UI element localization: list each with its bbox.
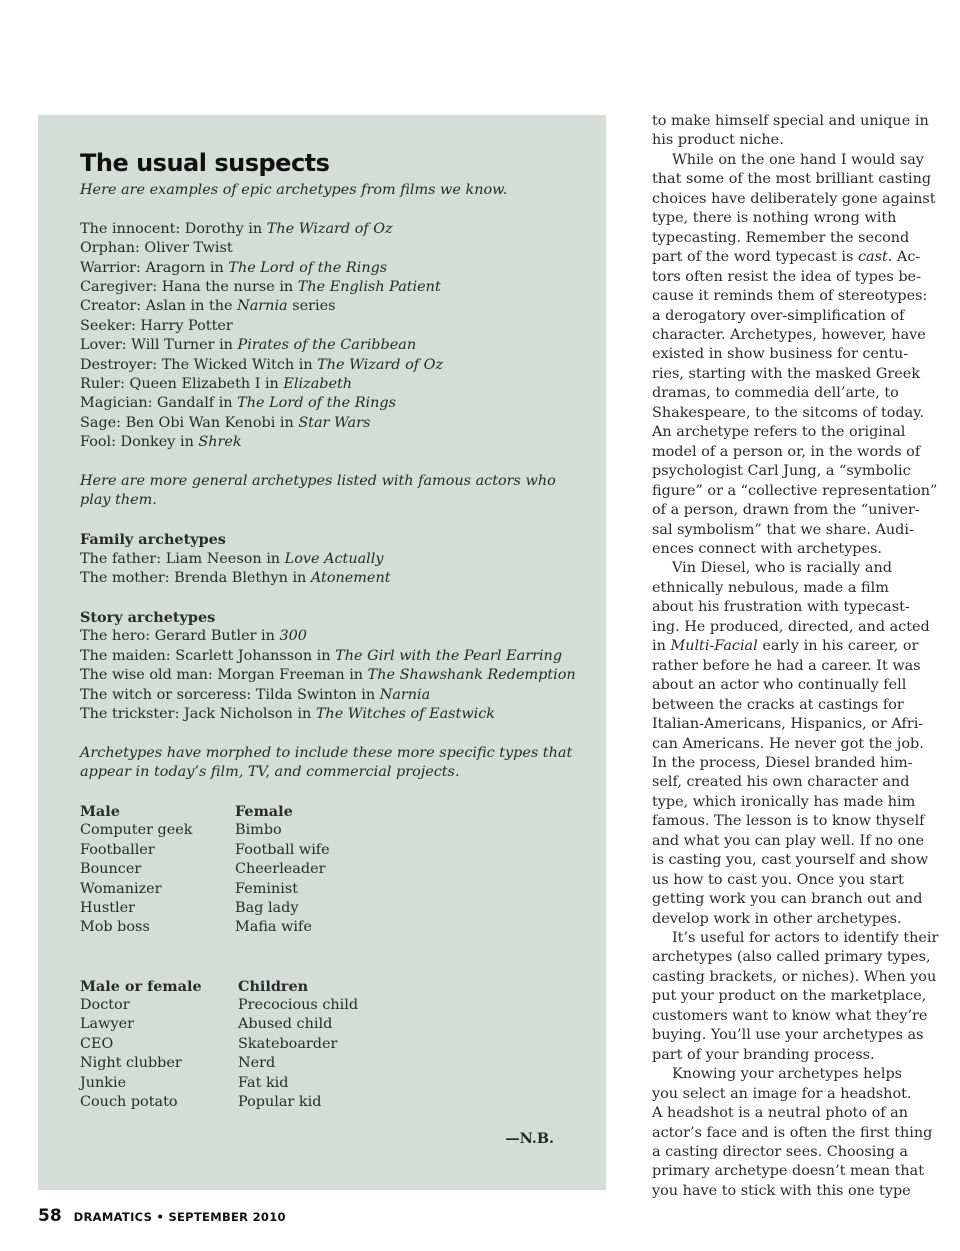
page-footer bbox=[38, 1206, 286, 1226]
article-line: psychologist Carl Jung, a “symbolic bbox=[652, 463, 911, 480]
article-column bbox=[652, 112, 939, 1201]
type-item: Night clubber bbox=[80, 1055, 182, 1072]
article-line: existed in show business for centu- bbox=[652, 346, 909, 363]
article-line: to make himself special and unique in bbox=[652, 113, 929, 129]
type-item: Cheerleader bbox=[235, 861, 326, 878]
article-line: Knowing your archetypes helps bbox=[672, 1066, 903, 1083]
article-line: his product niche. bbox=[652, 132, 784, 149]
author-signature: —N.B. bbox=[505, 1130, 554, 1147]
archetype-entry: Ruler: Queen Elizabeth I in Elizabeth bbox=[80, 376, 353, 393]
specific-intro-line-2: appear in today’s film, TV, and commercial projects. bbox=[80, 764, 460, 781]
archetype-entry: Caregiver: Hana the nurse in The English Patient bbox=[80, 279, 441, 296]
family-heading: Family archetypes bbox=[80, 531, 226, 549]
children-column bbox=[238, 977, 418, 1113]
type-item: Feminist bbox=[235, 880, 299, 897]
archetype-entry: Seeker: Harry Potter bbox=[80, 317, 233, 334]
article-line: ries, starting with the masked Greek bbox=[652, 365, 921, 382]
type-item: Mob boss bbox=[80, 919, 150, 936]
type-item: Bouncer bbox=[80, 861, 142, 878]
article-line: in Multi-Facial early in his career, or bbox=[652, 638, 919, 655]
article-line: primary archetype doesn’t mean that bbox=[652, 1163, 924, 1180]
article-line: getting work you can branch out and bbox=[652, 891, 923, 908]
article-line: choices have deliberately gone against bbox=[652, 190, 936, 207]
article-line: ing. He produced, directed, and acted bbox=[652, 618, 930, 635]
article-line: model of a person or, in the words of bbox=[652, 443, 921, 460]
article-line: buying. You’ll use your archetypes as bbox=[652, 1027, 924, 1044]
article-line: you have to stick with this one type bbox=[652, 1182, 911, 1199]
story-archetypes-list bbox=[80, 627, 580, 724]
archetype-entry: Warrior: Aragorn in The Lord of the Rings bbox=[80, 259, 388, 276]
page-number: 58 bbox=[38, 1206, 62, 1226]
sidebar-subtitle: Here are examples of epic archetypes from films we know. bbox=[80, 182, 508, 198]
article-line: a derogatory over-simplification of bbox=[652, 307, 905, 324]
sidebar-content bbox=[80, 149, 580, 1112]
article-line: Vin Diesel, who is racially and bbox=[672, 560, 892, 577]
archetype-entry: The wise old man: Morgan Freeman in The Shawshank Redemption bbox=[80, 667, 576, 684]
type-item: Nerd bbox=[238, 1055, 276, 1072]
article-line: figure” or a “collective representation” bbox=[652, 482, 938, 499]
archetype-entry: The hero: Gerard Butler in 300 bbox=[80, 628, 307, 645]
article-line: In the process, Diesel branded him- bbox=[652, 754, 913, 771]
male-or-female-column bbox=[80, 977, 238, 1113]
article-line: Italian-Americans, Hispanics, or Afri- bbox=[652, 716, 924, 733]
article-line: type, which ironically has made him bbox=[652, 793, 916, 810]
type-item: Couch potato bbox=[80, 1093, 178, 1110]
article-line: ethnically nebulous, made a film bbox=[652, 579, 889, 596]
general-intro-line-1: Here are more general archetypes listed with famous actors who bbox=[80, 473, 556, 490]
article-line: dramas, to commedia dell’arte, to bbox=[652, 385, 899, 402]
article-line: Shakespeare, to the sitcoms of today. bbox=[652, 404, 925, 421]
type-item: Bimbo bbox=[235, 822, 282, 839]
archetype-entry: The trickster: Jack Nicholson in The Witches of Eastwick bbox=[80, 705, 496, 722]
article-line: famous. The lesson is to know thyself bbox=[652, 813, 925, 830]
archetype-entry: Orphan: Oliver Twist bbox=[80, 240, 233, 257]
article-line: archetypes (also called primary types, bbox=[652, 949, 931, 966]
archetype-entry: Lover: Will Turner in Pirates of the Caribbean bbox=[80, 337, 417, 354]
archetype-entry: The maiden: Scarlett Johansson in The Girl with the Pearl Earring bbox=[80, 647, 563, 664]
archetype-entry: Creator: Aslan in the Narnia series bbox=[80, 298, 336, 315]
type-item: Fat kid bbox=[238, 1074, 289, 1091]
sidebar-title: The usual suspects bbox=[80, 149, 330, 177]
article-line: tors often resist the idea of types be- bbox=[652, 268, 921, 285]
type-item: Popular kid bbox=[238, 1093, 322, 1110]
types-row-1 bbox=[80, 802, 580, 938]
article-line: is casting you, cast yourself and show bbox=[652, 852, 929, 869]
article-line: a casting director sees. Choosing a bbox=[652, 1144, 908, 1161]
type-item: Abused child bbox=[238, 1016, 333, 1033]
archetype-entry: Magician: Gandalf in The Lord of the Rings bbox=[80, 395, 397, 412]
archetype-entry: Destroyer: The Wicked Witch in The Wizard of Oz bbox=[80, 356, 444, 373]
article-line: typecasting. Remember the second bbox=[652, 229, 910, 246]
male-or-female-list bbox=[80, 996, 238, 1112]
type-item: Womanizer bbox=[80, 880, 162, 897]
type-item: Junkie bbox=[80, 1074, 127, 1091]
male-list bbox=[80, 821, 235, 937]
type-item: Hustler bbox=[80, 899, 135, 916]
archetype-entry: The innocent: Dorothy in The Wizard of Oz bbox=[80, 220, 393, 237]
article-line: customers want to know what they’re bbox=[652, 1007, 928, 1024]
article-line: A headshot is a neutral photo of an bbox=[652, 1105, 908, 1122]
article-line: put your product on the marketplace, bbox=[652, 988, 927, 1005]
children-heading: Children bbox=[238, 977, 309, 995]
type-item: Bag lady bbox=[235, 899, 299, 916]
type-item: Doctor bbox=[80, 996, 130, 1013]
type-item: Football wife bbox=[235, 841, 330, 858]
type-item: Computer geek bbox=[80, 822, 193, 839]
article-line: part of your branding process. bbox=[652, 1046, 875, 1063]
type-item: Footballer bbox=[80, 841, 155, 858]
article-line: ences connect with archetypes. bbox=[652, 540, 882, 557]
article-line: about his frustration with typecast- bbox=[652, 599, 910, 616]
article-line: rather before he had a career. It was bbox=[652, 657, 921, 674]
article-line: of a person, drawn from the “univer- bbox=[652, 502, 920, 519]
article-line: part of the word typecast is cast. Ac- bbox=[652, 249, 921, 266]
article-line: us how to cast you. Once you start bbox=[652, 871, 904, 888]
article-line: cause it reminds them of stereotypes: bbox=[652, 288, 928, 305]
specific-intro-line-1: Archetypes have morphed to include these more specific types that bbox=[80, 744, 573, 761]
type-item: Skateboarder bbox=[238, 1035, 338, 1052]
article-line: While on the one hand I would say bbox=[672, 151, 924, 168]
male-heading: Male bbox=[80, 802, 120, 820]
article-line: and what you can play well. If no one bbox=[652, 832, 925, 849]
female-list bbox=[235, 821, 415, 937]
female-column bbox=[235, 802, 415, 938]
archetype-entry: The father: Liam Neeson in Love Actually bbox=[80, 550, 384, 567]
article-line: character. Archetypes, however, have bbox=[652, 326, 926, 343]
archetype-entry: The mother: Brenda Blethyn in Atonement bbox=[80, 570, 391, 587]
article-line: between the cracks at castings for bbox=[652, 696, 904, 713]
story-heading: Story archetypes bbox=[80, 608, 216, 626]
article-line: An archetype refers to the original bbox=[652, 424, 906, 441]
type-item: Mafia wife bbox=[235, 919, 312, 936]
article-line: that some of the most brilliant casting bbox=[652, 171, 932, 188]
male-column bbox=[80, 802, 235, 938]
article-line: can Americans. He never got the job. bbox=[652, 735, 924, 752]
article-line: you select an image for a headshot. bbox=[652, 1085, 912, 1102]
article-line: casting brackets, or niches). When you bbox=[652, 968, 937, 985]
article-line: develop work in other archetypes. bbox=[652, 910, 902, 927]
article-line: actor’s face and is often the first thing bbox=[652, 1124, 933, 1141]
article-line: sal symbolism” that we share. Audi- bbox=[652, 521, 914, 538]
general-intro-line-2: play them. bbox=[80, 492, 157, 509]
female-heading: Female bbox=[235, 802, 293, 820]
types-row-2 bbox=[80, 977, 580, 1113]
type-item: Lawyer bbox=[80, 1016, 134, 1033]
type-item: Precocious child bbox=[238, 996, 359, 1013]
archetype-entry: The witch or sorceress: Tilda Swinton in Narnia bbox=[80, 686, 431, 703]
article-line: about an actor who continually fell bbox=[652, 677, 907, 694]
article-line: It’s useful for actors to identify their bbox=[672, 930, 939, 947]
magazine-issue: DRAMATICS • SEPTEMBER 2010 bbox=[73, 1210, 286, 1224]
archetype-entry: Fool: Donkey in Shrek bbox=[80, 434, 242, 451]
archetype-entry: Sage: Ben Obi Wan Kenobi in Star Wars bbox=[80, 414, 371, 431]
sidebar-box bbox=[38, 115, 606, 1190]
male-or-female-heading: Male or female bbox=[80, 977, 202, 995]
article-line: type, there is nothing wrong with bbox=[652, 210, 897, 227]
epic-archetypes-list bbox=[80, 220, 580, 453]
family-archetypes-list bbox=[80, 550, 580, 589]
children-list bbox=[238, 996, 418, 1112]
type-item: CEO bbox=[80, 1035, 114, 1052]
article-line: self, created his own character and bbox=[652, 774, 910, 791]
